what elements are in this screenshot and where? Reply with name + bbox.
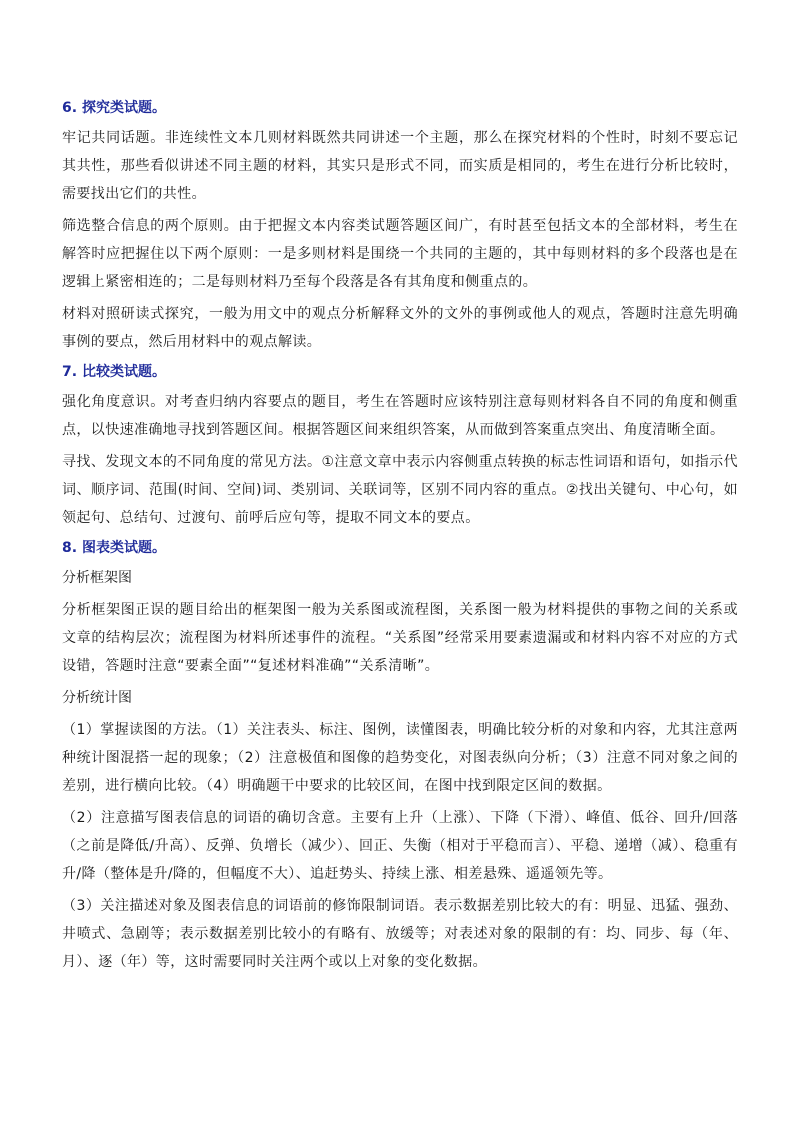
section-6-paragraph-3: 材料对照研读式探究，一般为用文中的观点分析解释文外的文外的事例或他人的观点，答题时注意先明确事例的要点，然后用材料中的观点解读。 <box>62 306 738 350</box>
section-6-heading <box>62 96 738 121</box>
section-7-number: 7. <box>62 364 78 380</box>
section-7-paragraph-2: 寻找、发现文本的不同角度的常见方法。①注意文章中表示内容侧重点转换的标志性词语和语句，如指示代词、顺序词、范围(时间、空间)词、类别词、关联词等，区别不同内容的重点。②找出关键句、中心句，如领起句、总结句、过渡句、前呼后应句等，提取不同文本的要点。 <box>62 454 738 526</box>
section-6-title: 探究类试题。 <box>82 100 166 116</box>
section-6-number: 6. <box>62 100 78 116</box>
section-6-paragraph-2: 筛选整合信息的两个原则。由于把握文本内容类试题答题区间广，有时甚至包括文本的全部材料，考生在解答时应把握住以下两个原则：一是多则材料是围绕一个共同的主题的，其中每则材料的多个段落也是在逻辑上紧密相连的；二是每则材料乃至每个段落是各有其角度和侧重点的。 <box>62 218 738 290</box>
section-7-title: 比较类试题。 <box>82 364 166 380</box>
section-6-paragraph-1: 牢记共同话题。非连续性文本几则材料既然共同讲述一个主题，那么在探究材料的个性时，时刻不要忘记其共性，那些看似讲述不同主题的材料，其实只是形式不同，而实质是相同的，考生在进行分析比较时，需要找出它们的共性。 <box>62 130 738 202</box>
framework-diagram-paragraph: 分析框架图正误的题目给出的框架图一般为关系图或流程图，关系图一般为材料提供的事物之间的关系或文章的结构层次；流程图为材料所述事件的流程。“关系图”经常采用要素遗漏或和材料内容不对应的方式设错，答题时注意“要素全面”“复述材料准确”“关系清晰”。 <box>62 602 738 674</box>
statistics-chart-paragraph-1: （1）掌握读图的方法。（1）关注表头、标注、图例，读懂图表，明确比较分析的对象和内容，尤其注意两种统计图混搭一起的现象；（2）注意极值和图像的趋势变化，对图表纵向分析；（3）注意不同对象之间的差别，进行横向比较。（4）明确题干中要求的比较区间，在图中找到限定区间的数据。 <box>62 722 738 794</box>
statistics-chart-label: 分析统计图 <box>62 690 132 706</box>
section-8-heading <box>62 536 738 561</box>
statistics-chart-paragraph-3: （3）关注描述对象及图表信息的词语前的修饰限制词语。表示数据差别比较大的有：明显、迅猛、强劲、井喷式、急剧等；表示数据差别比较小的有略有、放缓等；对表述对象的限制的有：均、同步、每（年、月）、逐（年）等，这时需要同时关注两个或以上对象的变化数据。 <box>62 898 738 970</box>
section-7-heading <box>62 360 738 385</box>
document-page <box>62 94 738 980</box>
section-8-title: 图表类试题。 <box>82 540 166 556</box>
section-7-paragraph-1: 强化角度意识。对考查归纳内容要点的题目，考生在答题时应该特别注意每则材料各自不同的角度和侧重点，以快速准确地寻找到答题区间。根据答题区间来组织答案，从而做到答案重点突出、角度清晰全面。 <box>62 394 738 438</box>
statistics-chart-paragraph-2: （2）注意描写图表信息的词语的确切含意。主要有上升（上涨）、下降（下滑）、峰值、低谷、回升/回落（之前是降低/升高）、反弹、负增长（减少）、回正、失衡（相对于平稳而言）、平稳、递增（减）、稳重有升/降（整体是升/降的，但幅度不大）、追赶势头、持续上涨、相差悬殊、遥遥领先等。 <box>62 810 738 882</box>
section-8-number: 8. <box>62 540 78 556</box>
framework-diagram-label: 分析框架图 <box>62 570 132 586</box>
